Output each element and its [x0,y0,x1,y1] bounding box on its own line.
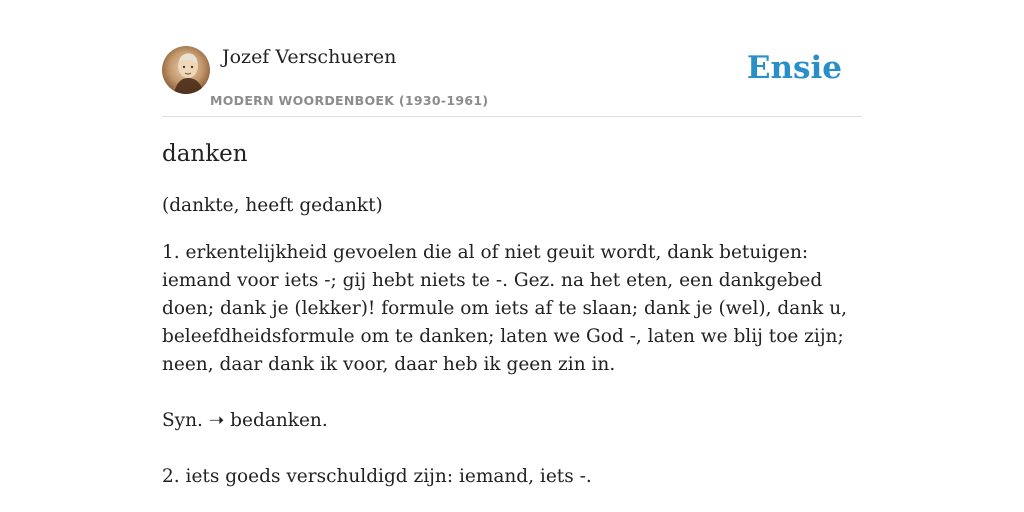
source-label[interactable]: MODERN WOORDENBOEK (1930-1961) [210,93,489,108]
definition-2: 2. iets goeds verschuldigd zijn: iemand, iets -. [162,466,592,487]
entry-body [162,239,867,512]
definition-1: 1. erkentelijkheid gevoelen die al of niet geuit wordt, dank betuigen: iemand voor iets -; gij hebt niets te -. Gez. na het eten, een dankgebed doen; dank je (lekker)! formule om iets af te slaan; dank je (wel), dank u, beleefdheidsformule om te danken; laten we God -, laten we blij toe zijn; neen, daar dank ik voor, daar heb ik geen zin in. [162,242,848,375]
entry-forms: (dankte, heeft gedankt) [162,195,383,216]
synonym-line: Syn. ➝ bedanken. [162,410,328,431]
brand-logo[interactable]: Ensie [746,50,842,86]
author-name[interactable]: Jozef Verschueren [222,46,397,68]
entry-header [162,46,862,117]
author-portrait-icon [162,46,210,94]
author-avatar[interactable] [162,46,210,94]
entry-headword: danken [162,141,248,167]
